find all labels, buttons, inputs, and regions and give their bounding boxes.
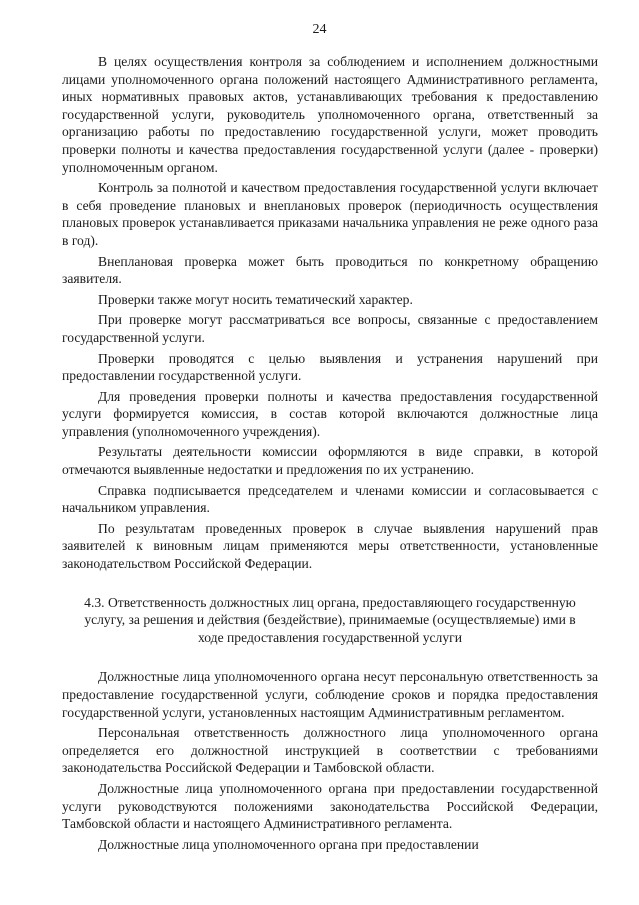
paragraph: Должностные лица уполномоченного органа при предоставлении государственной услуги руководствуются положениями законодательства Российской Федерации, Тамбовской области и настоящего Административного регламента. <box>62 780 598 832</box>
paragraph: Для проведения проверки полноты и качества предоставления государственной услуги формируется комиссия, в состав которой включаются должностные лица управления (уполномоченного учреждения). <box>62 388 598 439</box>
paragraph: Результаты деятельности комиссии оформляются в виде справки, в которой отмечаются выявленные недостатки и предложения по их устранению. <box>62 444 598 478</box>
paragraph: Контроль за полнотой и качеством предоставления государственной услуги включает в себя проведение плановых и внеплановых проверок (периодичность осуществления плановых проверок устанавливается приказами начальника управления не реже одного раза в год). <box>62 180 598 248</box>
paragraph: При проверке могут рассматриваться все вопросы, связанные с предоставлением государственной услуги. <box>62 312 598 345</box>
document-body <box>62 53 598 856</box>
section-heading: 4.3. Ответственность должностных лиц органа, предоставляющего государственную услугу, за решения и действия (бездействие), принимаемые (осуществляемые) ими в ходе предоставления государственной услуги <box>84 594 576 645</box>
paragraph: В целях осуществления контроля за соблюдением и исполнением должностными лицами уполномоченного органа положений настоящего Административного регламента, иных нормативных правовых актов, устанавливающих требования к предоставлению государственной услуги, руководитель уполномоченного органа, ответственный за организацию работы по предоставлению государственной услуги, может проводить проверки полноты и качества предоставления государственной услуги (далее - проверки) уполномоченным органом. <box>62 54 598 175</box>
paragraph: Справка подписывается председателем и членами комиссии и согласовывается с начальником управления. <box>62 482 598 516</box>
paragraph: Проверки также могут носить тематический характер. <box>98 291 413 307</box>
paragraph: Должностные лица уполномоченного органа несут персональную ответственность за предоставление государственной услуги, соблюдение сроков и порядка предоставления государственной услуги, установленных настоящим Административным регламентом. <box>62 669 598 720</box>
paragraph: По результатам проведенных проверок в случае выявления нарушений прав заявителей к виновным лицам применяются меры ответственности, установленные законодательством Российской Федерации. <box>62 520 598 572</box>
paragraph: Внеплановая проверка может быть проводиться по конкретному обращению заявителя. <box>62 253 598 287</box>
paragraph: Должностные лица уполномоченного органа при предоставлении <box>98 836 479 852</box>
paragraph: Персональная ответственность должностного лица уполномоченного органа определяется его должностной инструкцией в соответствии с требованиями законодательства Российской Федерации и Тамбовской области. <box>62 725 598 776</box>
paragraph: Проверки проводятся с целью выявления и устранения нарушений при предоставлении государственной услуги. <box>62 350 598 384</box>
page-number: 24 <box>312 22 327 37</box>
